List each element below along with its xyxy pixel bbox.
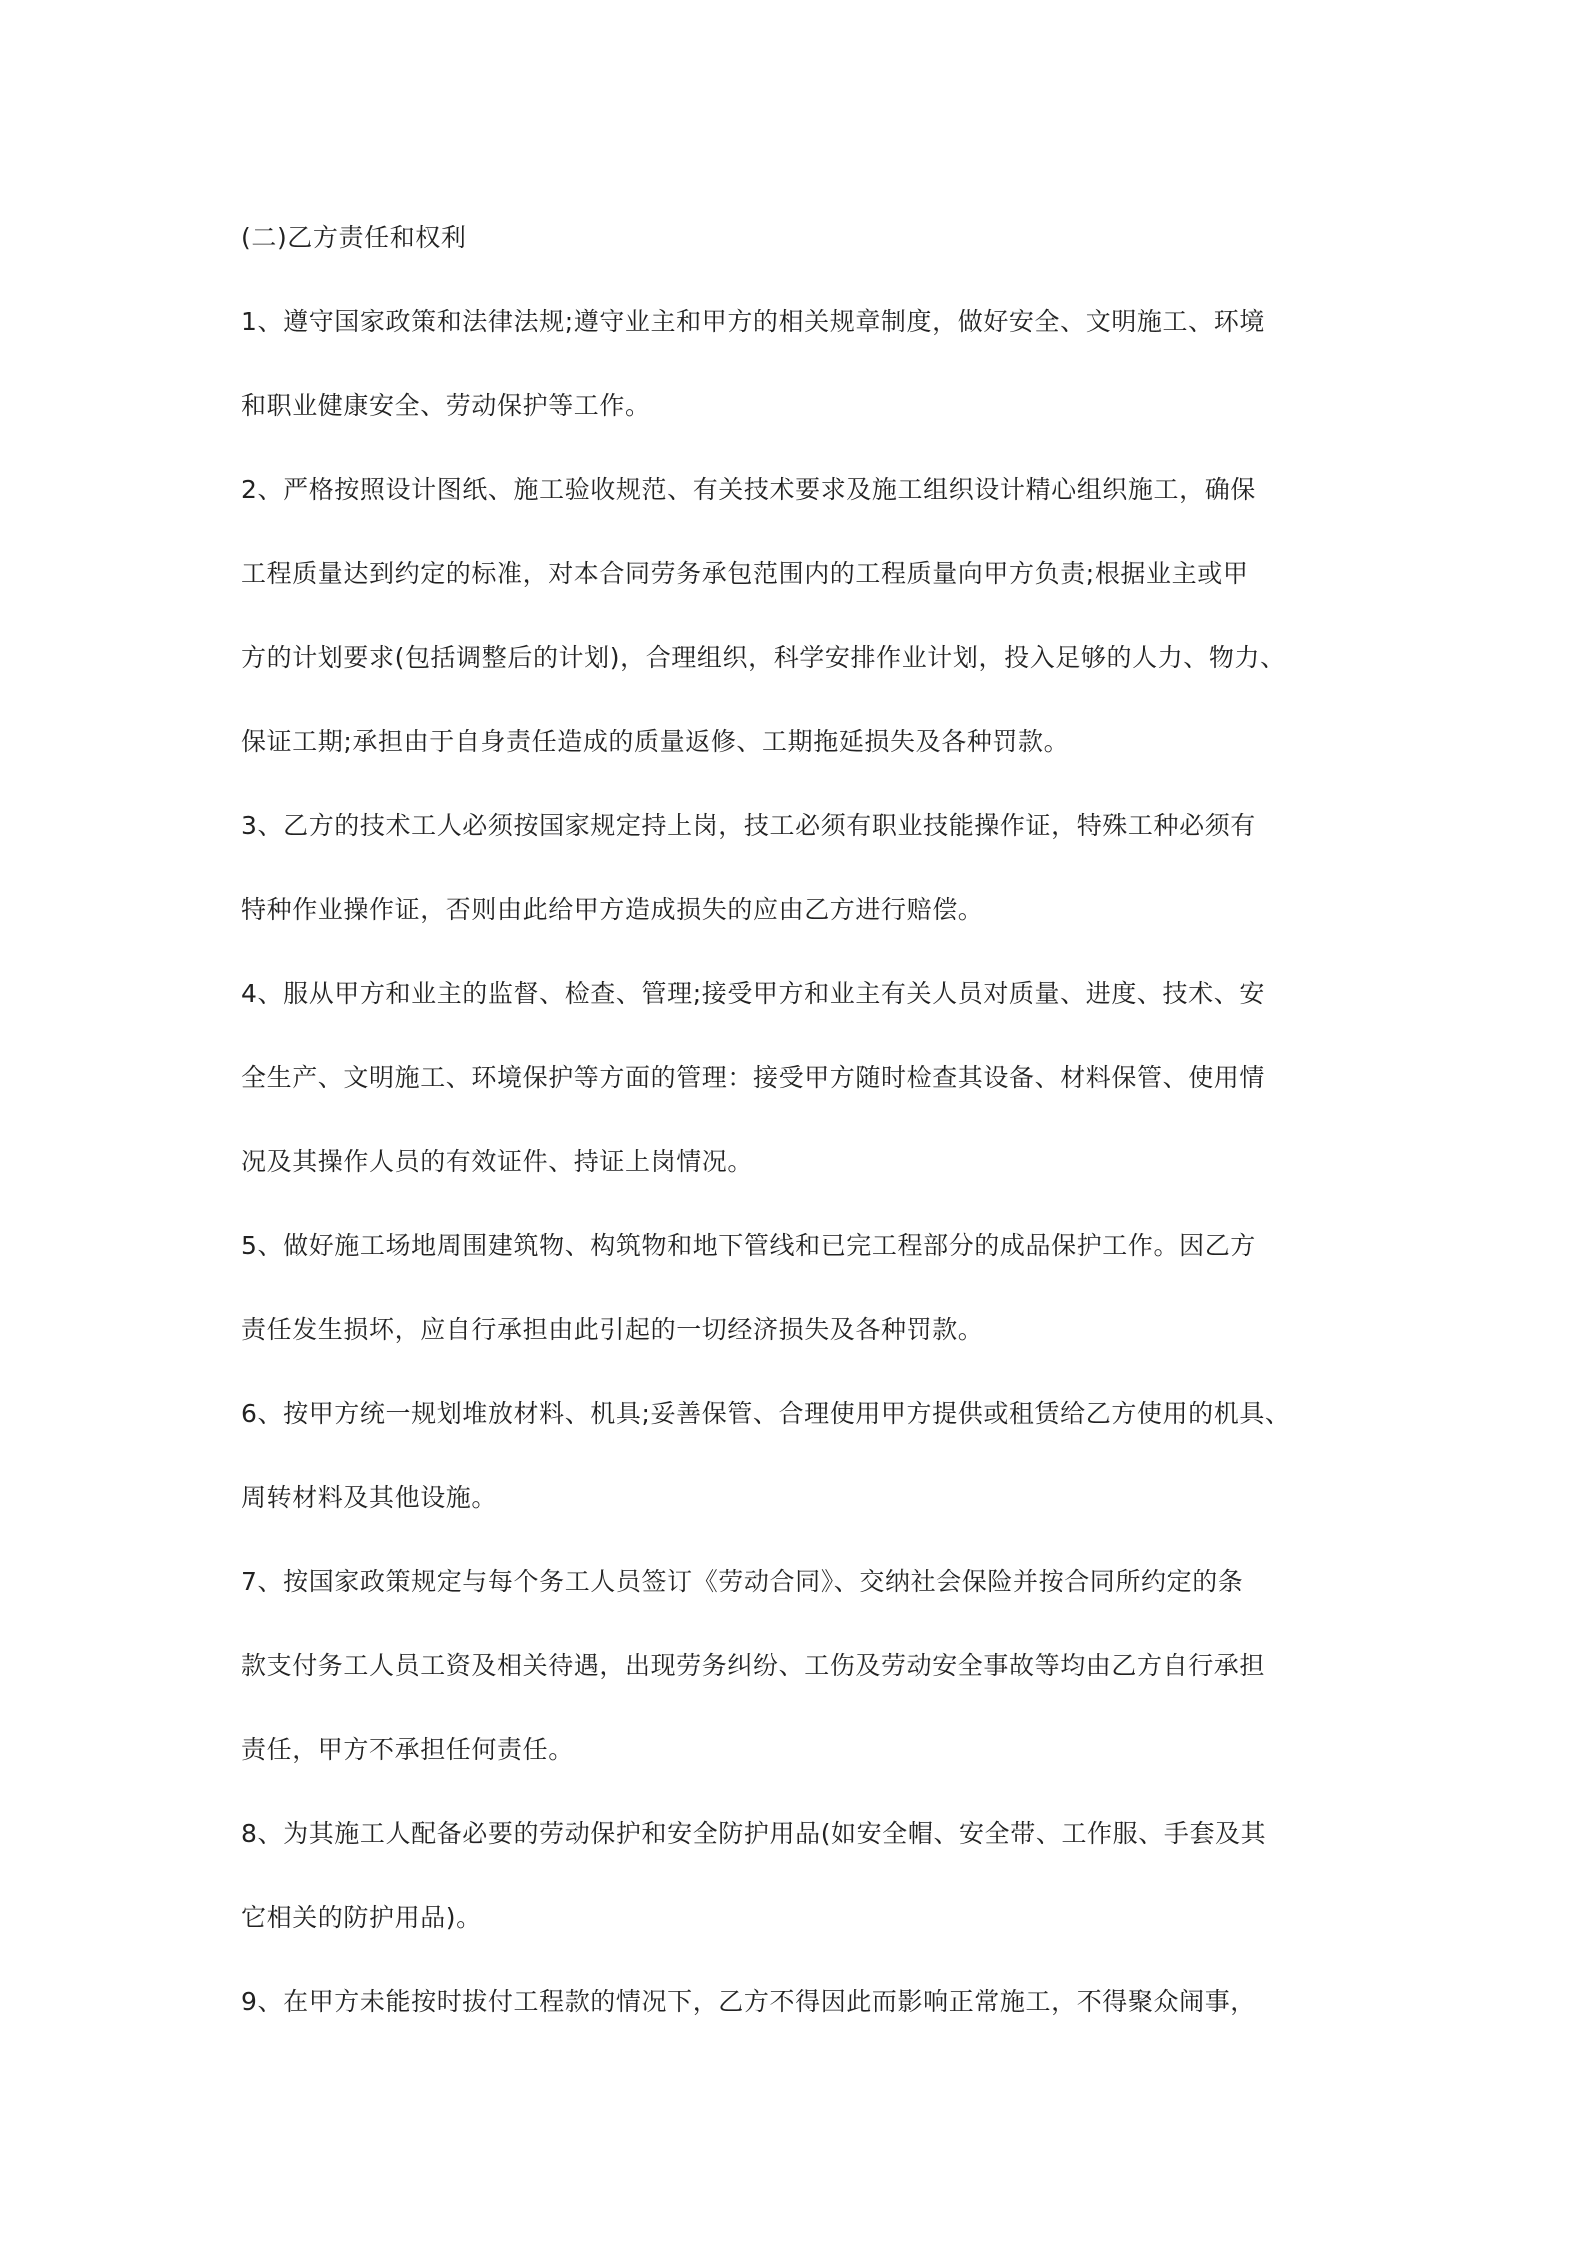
- text-line: 况及其操作人员的有效证件、持证上岗情况。: [241, 1147, 754, 1176]
- text-line: 它相关的防护用品)。: [241, 1903, 482, 1932]
- text-line: 8、为其施工人配备必要的劳动保护和安全防护用品(如安全帽、安全带、工作服、手套及其: [241, 1819, 1267, 1848]
- text-line: 责任发生损坏，应自行承担由此引起的一切经济损失及各种罚款。: [241, 1315, 984, 1344]
- text-line: 3、乙方的技术工人必须按国家规定持上岗，技工必须有职业技能操作证，特殊工种必须有: [241, 811, 1256, 840]
- text-line: 和职业健康安全、劳动保护等工作。: [241, 391, 651, 420]
- text-line: 工程质量达到约定的标准，对本合同劳务承包范围内的工程质量向甲方负责;根据业主或甲: [241, 559, 1249, 588]
- document-body: [241, 196, 1361, 2044]
- text-line: 4、服从甲方和业主的监督、检查、管理;接受甲方和业主有关人员对质量、进度、技术、安: [241, 979, 1265, 1008]
- text-line: 保证工期;承担由于自身责任造成的质量返修、工期拖延损失及各种罚款。: [241, 727, 1070, 756]
- text-line: 全生产、文明施工、环境保护等方面的管理：接受甲方随时检查其设备、材料保管、使用情: [241, 1063, 1266, 1092]
- text-line: 款支付务工人员工资及相关待遇，出现劳务纠纷、工伤及劳动安全事故等均由乙方自行承担: [241, 1651, 1266, 1680]
- text-line: 6、按甲方统一规划堆放材料、机具;妥善保管、合理使用甲方提供或租赁给乙方使用的机具、: [241, 1399, 1291, 1428]
- text-line: 9、在甲方未能按时拔付工程款的情况下，乙方不得因此而影响正常施工，不得聚众闹事，: [241, 1987, 1256, 2016]
- text-line: 特种作业操作证，否则由此给甲方造成损失的应由乙方进行赔偿。: [241, 895, 984, 924]
- text-line: 5、做好施工场地周围建筑物、构筑物和地下管线和已完工程部分的成品保护工作。因乙方: [241, 1231, 1256, 1260]
- text-line: 1、遵守国家政策和法律法规;遵守业主和甲方的相关规章制度，做好安全、文明施工、环境: [241, 307, 1265, 336]
- text-line: 周转材料及其他设施。: [241, 1483, 498, 1512]
- text-line: 责任，甲方不承担任何责任。: [241, 1735, 574, 1764]
- section-heading: (二)乙方责任和权利: [241, 223, 467, 252]
- text-line: 2、严格按照设计图纸、施工验收规范、有关技术要求及施工组织设计精心组织施工，确保: [241, 475, 1256, 504]
- text-line: 7、按国家政策规定与每个务工人员签订《劳动合同》、交纳社会保险并按合同所约定的条: [241, 1567, 1244, 1596]
- text-line: 方的计划要求(包括调整后的计划)，合理组织，科学安排作业计划，投入足够的人力、物力、: [241, 643, 1286, 672]
